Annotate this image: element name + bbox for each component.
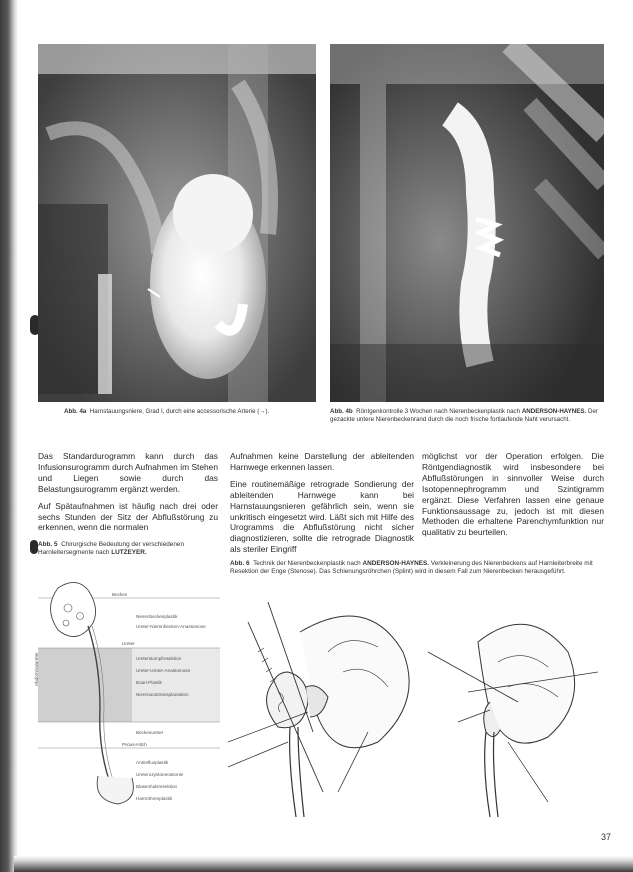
diagram-label: Blasenhalsresektion: [136, 784, 178, 789]
diagram-side-label: Abdominalureter: [34, 652, 39, 686]
paragraph: Auf Spätaufnahmen ist häufig nach drei oder sechs Stunden der Sitz der Abflußstörung zu erkennen, wenn die normalen: [38, 500, 218, 533]
page-tab-marker-small: [30, 540, 38, 554]
diagram-label: Psoas-Hitch: [122, 742, 147, 747]
diagram-label: Ureter-Ureter-Anastomose: [136, 668, 191, 673]
diagram-label: Beckenureter: [136, 730, 164, 735]
page-bottom-edge-shadow: [14, 856, 633, 872]
text-column-2: [230, 451, 414, 561]
diagram-label: Ureter-Nierenbecken-Anastomose: [136, 624, 206, 629]
diagram-fig5-ureter-segments: [34, 568, 220, 813]
diagram-label: Ureterstumpfresektion: [136, 656, 182, 661]
paragraph: Eine routinemäßige retrograde Sondierung der ableitenden Harnwege kann bei Harnstauungsnieren gefährlich sein, wenn sie unkritisch eingesetzt wird. Läßt sich mit Hilfe des Urogramms die Abflußstörung nicht sicher diagnostizieren, sollte die retrograde Diagnostik als steriler Eingriff: [230, 478, 414, 555]
diagram-label: Ureter: [122, 641, 135, 646]
text-column-1: [38, 451, 218, 539]
text-column-3: [422, 451, 604, 544]
paragraph: Aufnahmen keine Darstellung der ableitenden Harnwege erkennen lassen.: [230, 451, 414, 472]
diagram-label: Harnröhrenplastik: [136, 796, 173, 801]
xray-image-fig4a: [38, 44, 316, 402]
page-left-edge-shadow: [0, 0, 18, 872]
xray-image-fig4b: [330, 44, 604, 402]
caption-fig5: Abb. 5 Chirurgische Bedeutung der verschiedenen Harnleitersegmente nach LUTZEYER.: [38, 541, 185, 556]
caption-fig4a: Abb. 4a Harnstauungsniere, Grad I, durch eine accessorische Arterie (→).: [64, 408, 270, 415]
diagram-label: Nierenbeckenplastik: [136, 614, 178, 619]
diagram-label: Becken: [112, 592, 128, 597]
diagram-label: Boari-Plastik: [136, 680, 162, 685]
drawing-fig6-pyeloplasty: [228, 592, 606, 817]
paragraph: möglichst vor der Operation erfolgen. Die Röntgendiagnostik wird insbesondere bei Abflußstörungen in sinnvoller Weise durch Isotopennephrogramm und Szintigramm ergänzt. Diese Verfahren lassen eine genaue Funktionsaussage zu, jedoch ist mit diesen Methoden die erhaltene Parenchymfunktion nur qualitativ zu beurteilen.: [422, 451, 604, 538]
diagram-label: Nierenautotransplantation: [136, 692, 189, 697]
paragraph: Das Standardurogramm kann durch das Infusionsurogramm durch Aufnahmen im Stehen und Liegen sowie durch das Belastungsurogramm ergänzt werden.: [38, 451, 218, 494]
diagram-label: Antirefluxplastik: [136, 760, 169, 765]
diagram-label: Ureterozystoneostomie: [136, 772, 184, 777]
page-number: 37: [600, 832, 611, 842]
caption-fig6: Abb. 6 Technik der Nierenbeckenplastik nach ANDERSON-HAYNES. Verkleinerung des Nierenbeckens auf Harnleiterbreite mit Resektion der Enge (Stenose). Das Schienungsröhrchen (Splint) wird in diesem Fall zum Nierenbecken herausgeführt.: [230, 560, 593, 575]
caption-fig4b: Abb. 4b Röntgenkontrolle 3 Wochen nach Nierenbeckenplastik nach ANDERSON-HAYNES. Der gezackte untere Nierenbeckenrand durch die noch frische fortlaufende Naht verursacht.: [330, 408, 598, 423]
